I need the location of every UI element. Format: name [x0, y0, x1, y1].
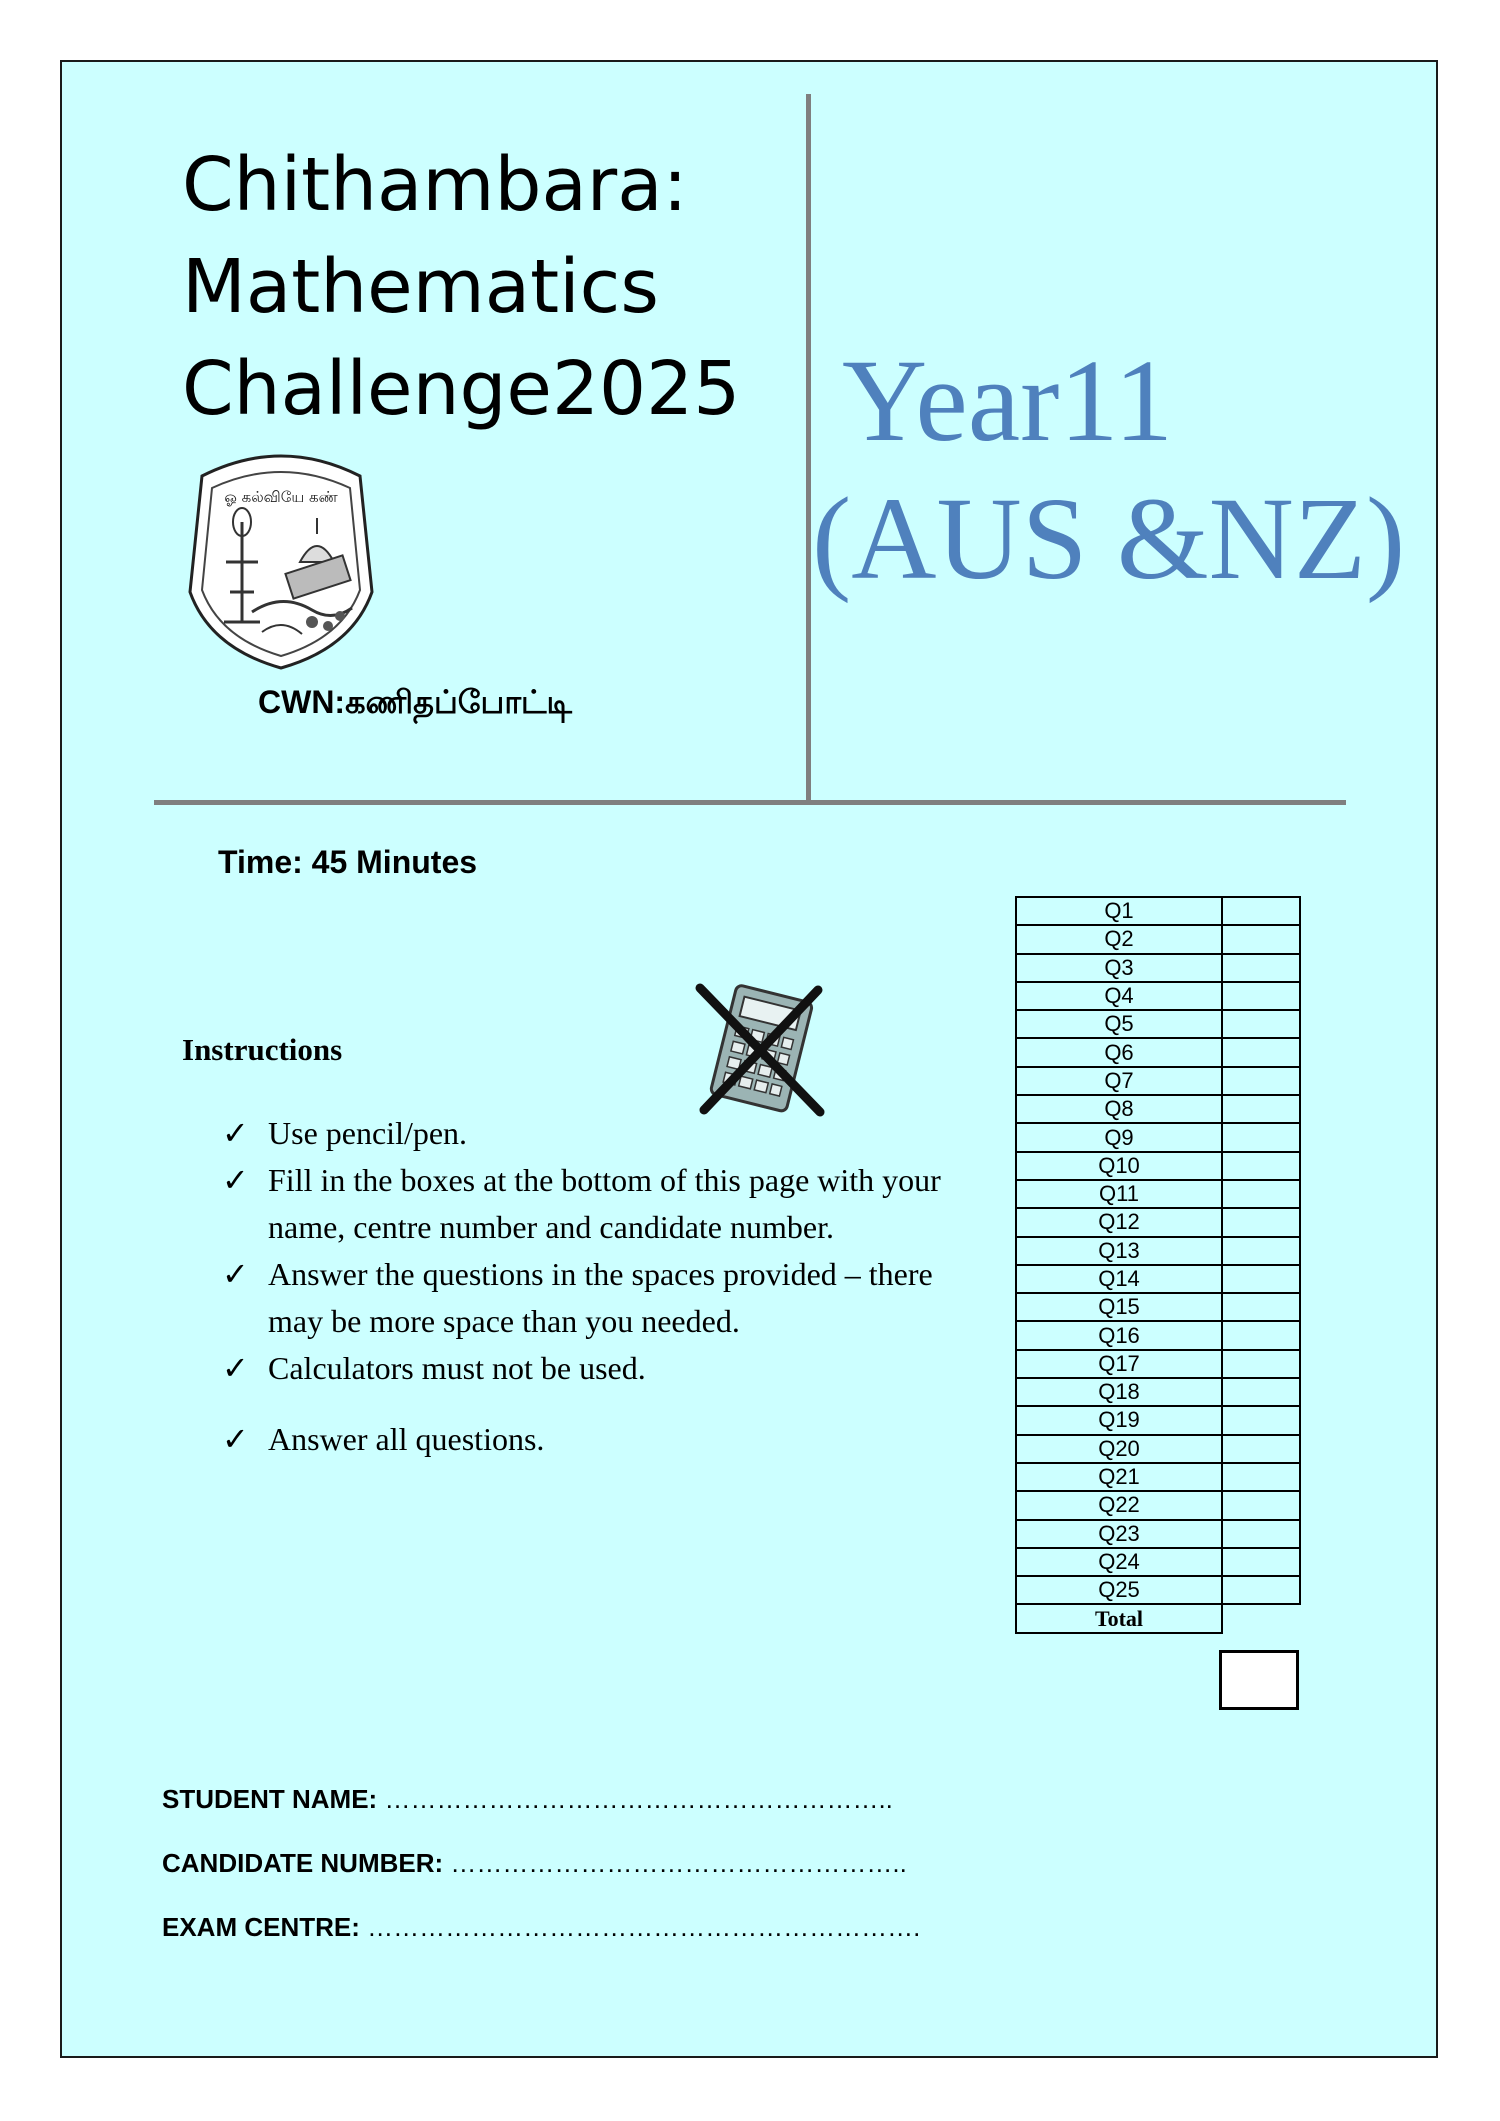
student-name-line[interactable]: …………………………………………………..	[377, 1784, 893, 1814]
score-row	[1016, 897, 1300, 925]
question-label: Q24	[1016, 1548, 1222, 1576]
check-icon: ✓	[222, 1421, 249, 1457]
score-row	[1016, 1152, 1300, 1180]
exam-cover-page	[60, 60, 1438, 2058]
question-label: Q25	[1016, 1576, 1222, 1604]
score-box[interactable]	[1222, 897, 1300, 925]
exam-centre-line[interactable]: ……………………………………………………….	[359, 1912, 921, 1942]
instructions-list	[222, 1110, 1002, 1463]
instruction-text: Fill in the boxes at the bottom of this page with your name, centre number and candidate number.	[268, 1162, 941, 1245]
total-score-box[interactable]	[1219, 1650, 1299, 1710]
instruction-item	[222, 1345, 1002, 1392]
student-name-label: STUDENT NAME:	[162, 1784, 378, 1814]
question-label: Q9	[1016, 1123, 1222, 1151]
question-label: Q10	[1016, 1152, 1222, 1180]
exam-centre-field[interactable]	[162, 1912, 920, 1976]
score-row	[1016, 1237, 1300, 1265]
question-label: Q4	[1016, 982, 1222, 1010]
question-label: Q8	[1016, 1095, 1222, 1123]
score-row	[1016, 1321, 1300, 1349]
score-row	[1016, 1180, 1300, 1208]
question-label: Q20	[1016, 1435, 1222, 1463]
instruction-item	[222, 1110, 1002, 1157]
question-label: Q1	[1016, 897, 1222, 925]
score-box[interactable]	[1222, 1435, 1300, 1463]
score-row	[1016, 1548, 1300, 1576]
year-level	[812, 332, 1432, 608]
question-label: Q17	[1016, 1350, 1222, 1378]
horizontal-divider	[154, 800, 1346, 805]
school-crest-logo	[182, 442, 380, 670]
student-name-field[interactable]	[162, 1784, 920, 1848]
question-label: Q13	[1016, 1237, 1222, 1265]
instruction-text: Answer the questions in the spaces provided – there may be more space than you needed.	[268, 1256, 933, 1339]
year-line: Year11	[842, 335, 1174, 466]
exam-title	[182, 134, 782, 440]
score-box[interactable]	[1222, 1350, 1300, 1378]
question-label: Q23	[1016, 1520, 1222, 1548]
score-box[interactable]	[1222, 1406, 1300, 1434]
score-row	[1016, 1406, 1300, 1434]
student-details	[162, 1784, 920, 1976]
score-row	[1016, 1095, 1300, 1123]
score-box[interactable]	[1222, 1010, 1300, 1038]
score-box[interactable]	[1222, 1520, 1300, 1548]
score-row	[1016, 1491, 1300, 1519]
score-row	[1016, 1520, 1300, 1548]
score-box[interactable]	[1222, 1180, 1300, 1208]
question-label: Q16	[1016, 1321, 1222, 1349]
score-box[interactable]	[1222, 1067, 1300, 1095]
score-row	[1016, 1067, 1300, 1095]
question-label: Q15	[1016, 1293, 1222, 1321]
score-table	[1015, 896, 1301, 1634]
question-label: Q3	[1016, 954, 1222, 982]
check-icon: ✓	[222, 1162, 249, 1198]
instruction-text: Answer all questions.	[268, 1421, 545, 1457]
candidate-number-line[interactable]: ……………………………………………..	[443, 1848, 907, 1878]
score-box[interactable]	[1222, 1293, 1300, 1321]
score-row	[1016, 1038, 1300, 1066]
question-label: Q14	[1016, 1265, 1222, 1293]
instruction-item	[222, 1416, 1002, 1463]
question-label: Q11	[1016, 1180, 1222, 1208]
crossed-out-calculator-icon	[690, 980, 830, 1120]
score-box[interactable]	[1222, 1265, 1300, 1293]
question-label: Q7	[1016, 1067, 1222, 1095]
score-row	[1016, 925, 1300, 953]
exam-centre-label: EXAM CENTRE:	[162, 1912, 360, 1942]
score-box[interactable]	[1222, 1237, 1300, 1265]
title-line: Mathematics	[182, 244, 659, 330]
check-icon: ✓	[222, 1256, 249, 1292]
question-label: Q5	[1016, 1010, 1222, 1038]
score-box[interactable]	[1222, 1095, 1300, 1123]
score-row	[1016, 1576, 1300, 1604]
question-label: Q22	[1016, 1491, 1222, 1519]
score-box[interactable]	[1222, 1548, 1300, 1576]
score-row	[1016, 1208, 1300, 1236]
question-label: Q12	[1016, 1208, 1222, 1236]
region-line: (AUS &NZ)	[812, 473, 1406, 604]
title-line: Challenge2025	[182, 346, 741, 432]
score-row	[1016, 1435, 1300, 1463]
score-box[interactable]	[1222, 1463, 1300, 1491]
score-box[interactable]	[1222, 1038, 1300, 1066]
score-box[interactable]	[1222, 1152, 1300, 1180]
competition-subtitle: CWN:கணிதப்போட்டி	[258, 684, 572, 720]
score-row	[1016, 1350, 1300, 1378]
score-box[interactable]	[1222, 1123, 1300, 1151]
vertical-divider	[806, 94, 811, 802]
question-label: Q2	[1016, 925, 1222, 953]
score-box[interactable]	[1222, 954, 1300, 982]
score-box[interactable]	[1222, 1576, 1300, 1604]
question-label: Q6	[1016, 1038, 1222, 1066]
check-icon: ✓	[222, 1350, 249, 1386]
total-cell	[1222, 1604, 1300, 1632]
instruction-item	[222, 1251, 968, 1345]
question-label: Q18	[1016, 1378, 1222, 1406]
candidate-number-label: CANDIDATE NUMBER:	[162, 1848, 444, 1878]
score-row	[1016, 1123, 1300, 1151]
total-row	[1016, 1604, 1300, 1632]
check-icon: ✓	[222, 1115, 249, 1151]
candidate-number-field[interactable]	[162, 1848, 920, 1912]
score-row	[1016, 954, 1300, 982]
title-line: Chithambara:	[182, 142, 688, 228]
score-row	[1016, 1265, 1300, 1293]
score-box[interactable]	[1222, 1491, 1300, 1519]
score-row	[1016, 982, 1300, 1010]
question-label: Q19	[1016, 1406, 1222, 1434]
score-row	[1016, 1463, 1300, 1491]
crest-motto: ஓ கல்வியே கண்	[224, 488, 338, 506]
instructions-heading: Instructions	[182, 1032, 343, 1067]
score-box[interactable]	[1222, 925, 1300, 953]
score-row	[1016, 1293, 1300, 1321]
score-box[interactable]	[1222, 1321, 1300, 1349]
instruction-text: Use pencil/pen.	[268, 1115, 468, 1151]
question-label: Q21	[1016, 1463, 1222, 1491]
score-box[interactable]	[1222, 1378, 1300, 1406]
score-row	[1016, 1378, 1300, 1406]
instruction-item	[222, 1157, 958, 1251]
time-allowed: Time: 45 Minutes	[218, 844, 478, 880]
instruction-text: Calculators must not be used.	[268, 1350, 646, 1386]
total-label: Total	[1016, 1604, 1222, 1632]
score-box[interactable]	[1222, 1208, 1300, 1236]
score-row	[1016, 1010, 1300, 1038]
score-box[interactable]	[1222, 982, 1300, 1010]
